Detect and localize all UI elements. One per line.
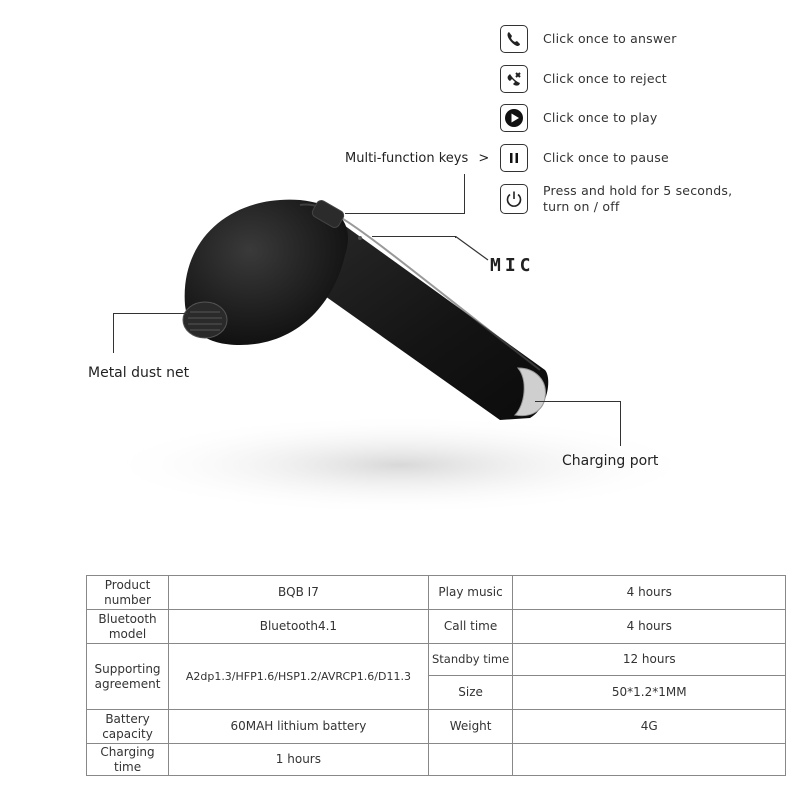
speaker-mesh bbox=[183, 302, 227, 338]
mic-label: MIC bbox=[490, 255, 535, 276]
mic-hole bbox=[358, 236, 362, 240]
spec-value: Bluetooth4.1 bbox=[169, 610, 429, 644]
spec-table bbox=[86, 575, 786, 776]
spec-value: 4G bbox=[513, 710, 786, 744]
spec-value: 4 hours bbox=[513, 576, 786, 610]
function-power-line1: Press and hold for 5 seconds, bbox=[543, 183, 733, 198]
spec-label: Weight bbox=[428, 710, 513, 744]
spec-label: Battery capacity bbox=[87, 710, 169, 744]
spec-value: A2dp1.3/HFP1.6/HSP1.2/AVRCP1.6/D11.3 bbox=[169, 644, 429, 710]
spec-value bbox=[513, 744, 786, 776]
chevron-right-icon: > bbox=[478, 151, 490, 166]
function-power-line2: turn on / off bbox=[543, 199, 620, 214]
function-reject-text: Click once to reject bbox=[543, 71, 667, 86]
spec-label: Call time bbox=[428, 610, 513, 644]
spec-value: 4 hours bbox=[513, 610, 786, 644]
spec-label: Charging time bbox=[87, 744, 169, 776]
spec-value: 1 hours bbox=[169, 744, 429, 776]
spec-value: BQB I7 bbox=[169, 576, 429, 610]
function-answer-text: Click once to answer bbox=[543, 31, 677, 46]
function-pause-text: Click once to pause bbox=[543, 150, 669, 165]
table-row bbox=[87, 744, 786, 776]
table-row bbox=[87, 644, 786, 676]
table-row bbox=[87, 710, 786, 744]
spec-value: 60MAH lithium battery bbox=[169, 710, 429, 744]
spec-label: Standby time bbox=[428, 644, 513, 676]
charging-port-label: Charging port bbox=[562, 453, 659, 469]
spec-label: Supporting agreement bbox=[87, 644, 169, 710]
spec-label: Bluetooth model bbox=[87, 610, 169, 644]
spec-label bbox=[428, 744, 513, 776]
table-row bbox=[87, 576, 786, 610]
spec-value: 50*1.2*1MM bbox=[513, 676, 786, 710]
spec-label: Size bbox=[428, 676, 513, 710]
metal-dust-net-label: Metal dust net bbox=[88, 365, 190, 381]
multi-function-label bbox=[345, 151, 489, 166]
spec-value: 12 hours bbox=[513, 644, 786, 676]
function-play-text: Click once to play bbox=[543, 110, 658, 125]
spec-label: Play music bbox=[428, 576, 513, 610]
table-row bbox=[87, 610, 786, 644]
multi-function-text: Multi-function keys bbox=[345, 151, 469, 166]
spec-label: Product number bbox=[87, 576, 169, 610]
